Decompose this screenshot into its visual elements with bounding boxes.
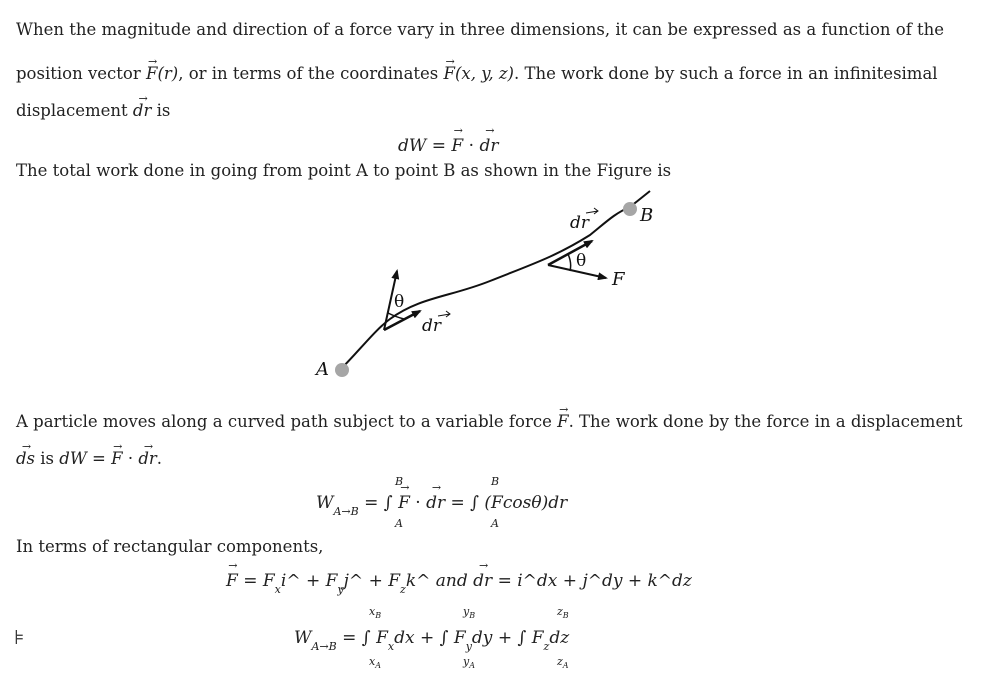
particle-eq: = — [86, 449, 112, 468]
label-f: F — [612, 269, 625, 290]
particle-dw: dW — [59, 449, 87, 468]
eq2-dr: → dr — [426, 493, 445, 513]
intro-text-position-vector: position vector — [16, 64, 146, 83]
intro-text-coordinates: , or in terms of the coordinates — [178, 64, 444, 83]
eq2-upper-1: B — [395, 475, 404, 488]
eq2-upper-2: B — [491, 475, 500, 488]
dr-label-upper: dr — [570, 213, 590, 233]
equation-work-components: $W_{A\to B}$ = ∫ $F_xdx$ + ∫ $F_ydy$ + ∫ $F_zdz$ — [294, 628, 570, 653]
particle-line-1 — [16, 412, 962, 432]
xyz-argument: (x, y, z) — [454, 64, 514, 83]
intro-text-work-done: . The work done by such a force in an infinitesimal — [513, 64, 938, 83]
eq2-w-sub: A→B — [333, 505, 359, 518]
eq1-dw: dW — [398, 136, 427, 156]
eq3-dr-rhs: = i^dx + j^dy + k^dz — [497, 571, 692, 591]
theta-upper: θ — [576, 251, 587, 271]
eq4-term1-sub: x — [387, 640, 395, 653]
eq2-lower-2: A — [491, 517, 499, 530]
eq4-yb: $y_B$ — [463, 605, 476, 621]
eq4-xa: $x_A$ — [369, 655, 381, 671]
total-work-line: The total work done in going from point A to point B as shown in the Figure is — [16, 161, 672, 180]
particle-force: → F — [557, 412, 568, 432]
intro-text-is: is — [151, 101, 171, 120]
eq3-rhs-start: = F — [243, 571, 275, 591]
eq3-i: i^ — [280, 571, 301, 591]
eq1-dr: → dr — [479, 136, 498, 156]
eq4-term2-d: dy — [471, 628, 493, 648]
force-vector-symbol-2: → F — [444, 64, 455, 84]
eq2-integral-1: ∫ — [383, 493, 393, 513]
eq3-sub-y: y — [337, 583, 344, 596]
eq3-sub-x: x — [274, 583, 281, 596]
eq3-dr: → dr — [473, 571, 492, 591]
particle-text-a: A particle moves along a curved path subject to a variable force — [16, 412, 558, 431]
eq3-and: and — [435, 571, 468, 591]
eq2-w: W — [316, 493, 334, 513]
eq3-j: j^ — [343, 571, 364, 591]
dr-label-lower: dr — [422, 316, 442, 336]
equation-work-integral: $W_{A\to B}$ = ∫ → F · → dr = ∫ (Fcosθ)dr — [316, 493, 567, 513]
eq4-term3-d: dz — [549, 628, 570, 648]
eq4-w-sub: A→B — [311, 640, 337, 653]
eq4-term1: F — [376, 628, 388, 648]
eq1-dot: · — [468, 136, 475, 156]
particle-dot: · — [122, 449, 139, 468]
eq4-w: W — [294, 628, 312, 648]
eq4-term2-sub: y — [465, 640, 472, 653]
theta-lower: θ — [394, 292, 405, 312]
eq1-equals: = — [431, 136, 447, 156]
eq4-term3: F — [531, 628, 544, 648]
label-a: A — [316, 359, 329, 380]
eq3-force: → F — [226, 571, 238, 591]
eq4-xb: $x_B$ — [369, 605, 382, 621]
dr-vector-mark-upper — [586, 208, 598, 214]
particle-ds: → ds — [16, 449, 35, 469]
eq2-lower-1: A — [395, 517, 403, 530]
particle-line-2 — [16, 449, 162, 469]
point-a-dot — [335, 363, 349, 377]
equation-dw — [398, 136, 498, 156]
particle-text-is: is — [35, 449, 60, 468]
eq4-term1-d: dx — [394, 628, 415, 648]
eq4-ya: $y_A$ — [463, 655, 475, 671]
eq2-fcos: (Fcosθ)dr — [484, 493, 568, 513]
particle-period: . — [156, 449, 163, 468]
intro-line-1: When the magnitude and direction of a force vary in three dimensions, it can be expressed as a function of the — [16, 20, 945, 39]
label-b: B — [640, 205, 654, 226]
eq4-zb: $z_B$ — [557, 605, 569, 621]
eq3-k: k^ — [405, 571, 431, 591]
eq4-term3-sub: z — [543, 640, 550, 653]
particle-force-2: → F — [111, 449, 122, 469]
eq3-sub-z: z — [400, 583, 406, 596]
eq1-force: → F — [451, 136, 463, 156]
rectangular-line: In terms of rectangular components, — [16, 537, 324, 556]
eq4-term2: F — [453, 628, 466, 648]
equation-components: → $F = F_xi\^{}$ + $F_yj\^{}$ + $F_zk\^{}$ and → dr = i^dx + j^dy + k^dz — [226, 571, 692, 591]
force-vector-symbol: → F — [146, 64, 157, 84]
eq2-force: → F — [398, 493, 410, 513]
point-b-dot — [623, 202, 637, 216]
eq2-integral-2: ∫ — [470, 493, 480, 513]
particle-dr: → dr — [138, 449, 156, 469]
path-curve — [338, 191, 650, 372]
r-argument: (r) — [157, 64, 179, 83]
dr-vector-mark-lower — [438, 311, 450, 317]
force-path-figure — [300, 185, 700, 390]
text-cursor-icon: ⊧ — [14, 625, 25, 649]
intro-line-2 — [16, 64, 938, 84]
intro-line-3 — [16, 101, 170, 121]
intro-text-displacement: displacement — [16, 101, 133, 120]
theta-arc-upper — [568, 254, 571, 271]
particle-text-b: . The work done by the force in a displacement — [568, 412, 963, 431]
dr-vector-symbol: → dr — [133, 101, 151, 121]
eq4-za: $z_A$ — [557, 655, 569, 671]
